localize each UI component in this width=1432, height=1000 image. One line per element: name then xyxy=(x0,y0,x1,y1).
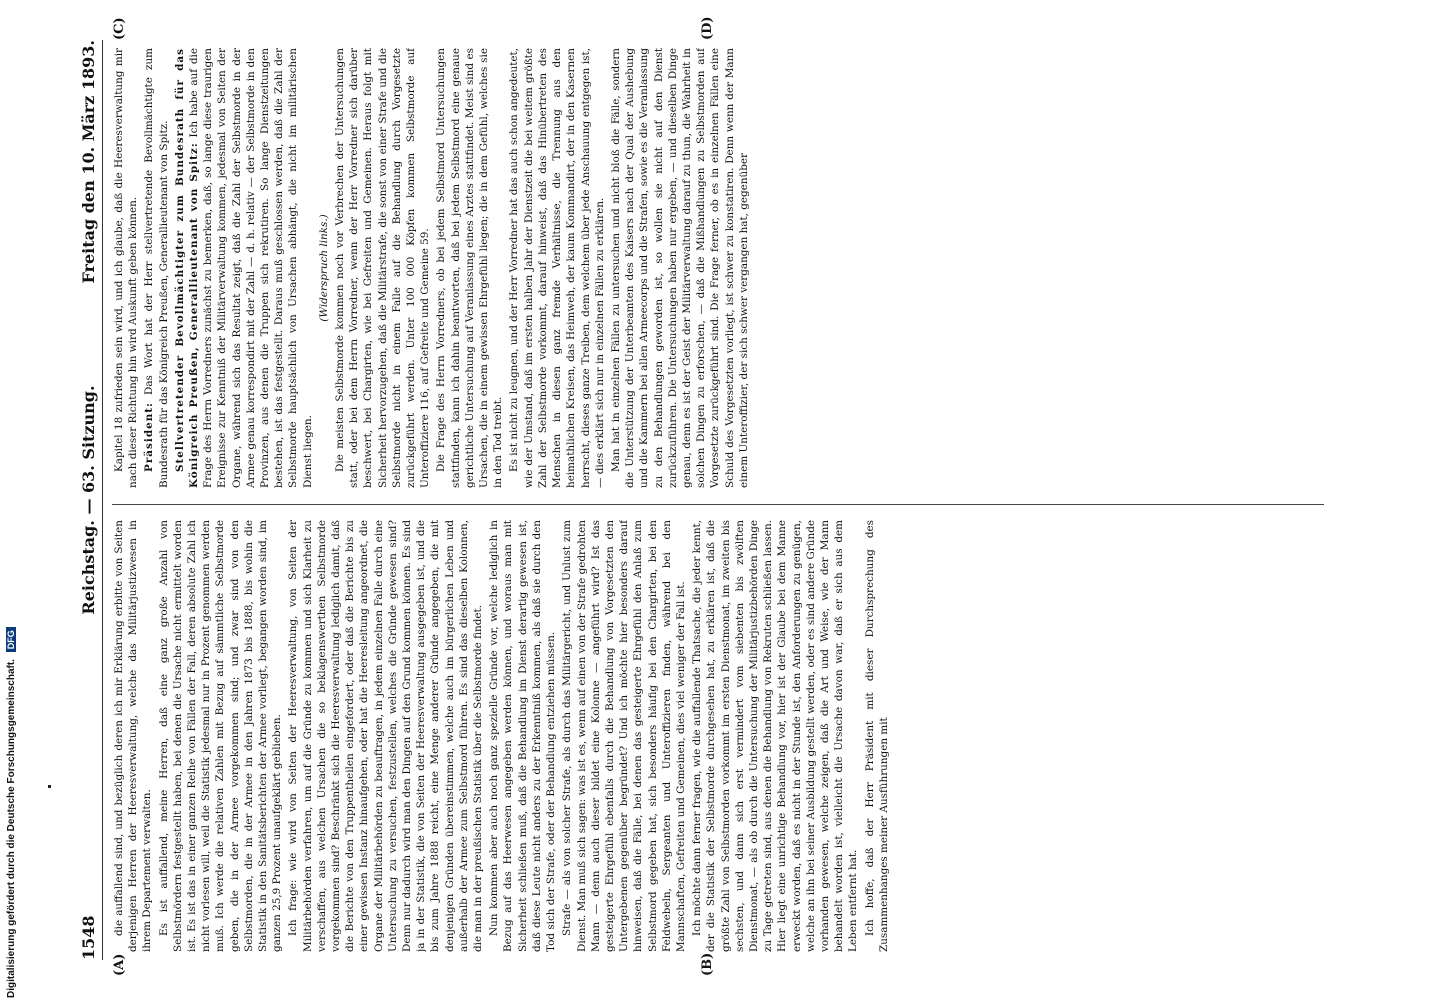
digitization-credit xyxy=(6,627,17,998)
paragraph: Ich hoffe, daß der Herr Präsident mit dieser Durchsprechung des Zusammenhanges meiner Ausführungen mit xyxy=(863,520,890,952)
paragraph: Strafe — als von solcher Strafe, als durch das Militärgericht, und Unlust zum Dienst. Man muß sich sagen: was ist es, wenn auf einen von der Strafe gedrohten Mann — denn auch dieser bildet eine Kolonne — angeführt wird? Ist das gesteigerte Ehrgefühl ebenfalls durch die Behandlung von Vorgesetzten den Untergebenen gegenüber begründet? Und ich möchte hier besonders darauf hinweisen, daß die Fälle, bei denen das gesteigerte Ehrgefühl den Anlaß zum Selbstmord gegeben hat, sich besonders häufig bei den Chargirten, bei den Feldwebeln, Sergeanten und Unteroffizieren finden, während bei den Mannschaften, Gefreiten und Gemeinen, dies viel weniger der Fall ist. xyxy=(561,520,687,952)
paragraph: die auffallend sind, und bezüglich deren ich mir Erklärung erbitte von Seiten derjenigen Herren der Heeresverwaltung, welche das Militärjustizwesen in ihrem Departement verwalten. xyxy=(113,520,154,952)
paragraph: Die meisten Selbstmorde kommen noch vor Verbrechen der Untersuchungen statt, oder bei dem Herrn Vorredner, wenn der Herr Vorredner sich darüber beschwert, bei Chargirten, wie bei Gefreiten und Gemeinen. Heraus folgt mit Sicherheit hervorzugehen, daß die Militärstrafe, die sonst von einer Strafe und die Selbstmorde nicht in einem Falle auf die Behandlung durch Vorgesetzte zurückgeführt werden. Unter 100 000 Köpfen kommen Selbstmorde auf Unteroffiziere 116, auf Gefreite und Gemeine 59. xyxy=(334,48,432,488)
credit-text: Digitalisierung gefördert durch die Deutsche Forschungsgemeinschaft. xyxy=(6,659,17,998)
paragraph: Ich frage: wie wird von Seiten der Heeresverwaltung, von Seiten der Militärbehörden verfahren, um auf die Gründe zu kommen und sich Klarheit zu verschaffen, aus welchen Ursachen die so beklagenswerthen Selbstmorde vorgekommen sind? Beschränkt sich die Heeresverwaltung lediglich damit, daß die Berichte von den Truppentheilen eingefordert, oder daß die Berichte bis zu einer gewissen Instanz hinaufgehen, oder hat die Heeresleitung angeordnet, die Organe der Militärbehörden zu beauftragen, in jedem einzelnen Falle durch eine Untersuchung zu versuchen, festzustellen, welches die Gründe gewesen sind? Denn nur dadurch wird man den Dingen auf den Grund kommen können. Es sind ja in der Statistik, die von Seiten der Heeresverwaltung ausgegeben ist, und die bis zum Jahre 1888 reicht, eine Menge anderer Gründe angegeben, die mit denjenigen Gründen übereinstimmen, welche auch im bürgerlichen Leben und außerhalb der Armee zum Selbstmord führen. Es sind das dieselben Kolonnen, die man in der preußischen Statistik über die Selbstmorde findet. xyxy=(287,520,485,952)
paragraph xyxy=(173,48,315,488)
session-title: Reichstag. — 63. Sitzung. xyxy=(79,385,98,615)
paragraph: Nun kommen aber auch noch ganz spezielle Gründe vor, welche lediglich in Bezug auf das Heerwesen angegeben werden können, und woraus man mit Sicherheit schließen muß, daß die Behandlung im Dienst derartig gewesen ist, daß diese Leute nicht anders zu der Erkenntniß kommen, als daß sie durch den Tod sich der Strafe, oder der Behandlung entziehen müssen. xyxy=(488,520,558,952)
interjection: (Widerspruch links.) xyxy=(317,214,330,322)
page-number: 1548 xyxy=(79,915,98,960)
margin-mark-d: (D) xyxy=(700,16,715,40)
paragraph: Kapitel 18 zufrieden sein wird, und ich glaube, daß die Heeresverwaltung mir nach dieser Richtung hin wird Auskunft geben können. xyxy=(113,48,140,488)
session-date: Freitag den 10. März 1893. xyxy=(79,40,98,284)
paragraph: Es ist auffallend, meine Herren, daß eine ganz große Anzahl von Selbstmördern festgestellt haben, bei denen die Ursache nicht ermittelt worden ist. Es ist das in einer ganzen Reihe von Fällen der Fall, deren absolute Zahl ich nicht vorlesen will, weil die Statistik jedesmal nur in Prozent genommen werden muß. Ich werde die relativen Zahlen mit Bezug auf sämmtliche Selbstmorde geben, die in der Armee vorgekommen sind; und zwar sind von den Selbstmorden, die in der Armee in den Jahren 1873 bis 1888, bis wohin die Statistik in den Sanitätsberichten der Armee vorliegt, begangen worden sind, im ganzen 25,9 Prozent unaufgeklärt geblieben. xyxy=(157,520,284,952)
right-text-column xyxy=(112,48,1324,488)
paragraph: Es ist nicht zu leugnen, und der Herr Vorredner hat das auch schon angedeutet, wie der Umstand, daß im ersten halben Jahr der Dienstzeit die bei weitem größte Zahl der Selbstmorde vorkommt, darauf hinweist, daß das Hinübertreten des Menschen in diesen ganz fremde Verhältnisse, die Trennung aus den heimathlichen Kreisen, das Heimweh, der kaum Kommandirt, der in den Kasernen herrscht, dieses ganze Treiben, dem welchem über jede Anschauung entgegen ist, — dies erklärt sich nur in einzelnen Fällen zu erklären. xyxy=(508,48,606,488)
paragraph xyxy=(142,48,170,488)
column-divider xyxy=(112,504,1324,505)
speech-text: Ich habe auf die Frage des Herrn Vorredners zunächst zu bemerken, daß, so lange diese traurigen Ereignisse zur Kenntniß der Militärverwaltung kommen, jedesmal von Seiten der Organe, während sich das Resultat zeigt, daß die Zahl der Selbstmorde in der Armee genau korrespondirt mit der Zahl — d. h. relativ — der Selbstmorde in den Provinzen, aus denen die Truppen sich rekrutiren. So lange Dienstzeitungen bestehen, ist das festgestellt. Daraus muß geschlossen werden, daß die Zahl der Selbstmorde hauptsächlich von Ursachen abhängt, die nicht im militärischen Dienst liegen. xyxy=(188,48,314,488)
digitization-strip xyxy=(0,0,22,1000)
speaker-name: Stellvertretender Bevollmächtigter zum Bundesrath für das Königreich Preußen, Generallieutenant von Spitz: xyxy=(173,48,201,488)
page-header xyxy=(74,40,103,960)
scan-speck xyxy=(48,785,51,788)
margin-mark-a: (A) xyxy=(112,953,127,976)
left-text-column xyxy=(112,520,1324,952)
speaker-name: Präsident: xyxy=(143,402,156,472)
paragraph: Ich möchte dann ferner fragen, wie die auffallende Thatsache, die jeder kennt, der die Statistik der Selbstmorde durchgesehen hat, zu erklären ist, daß die größte Zahl von Selbstmorden vorkommt im ersten Dienstmonat, im zweiten bis sechsten, und dann sich erst vermindert vom siebenten bis zwölften Dienstmonat, — als ob durch die Untersuchung der Militärjustizbehörden Dinge zu Tage getreten sind, aus denen die Behandlung von Rekruten schließen lassen. Hier liegt eine unrichtige Behandlung vor, hier ist der Glaube bei dem Manne erweckt worden, daß es nicht in der Stunde ist, den Anforderungen zu genügen, welche an ihn bei seiner Ausbildung gestellt werden, oder es sind andere Gründe vorhanden gewesen, welche zeigen, daß die Art und Weise, wie der Mann behandelt worden ist, vielleicht die Ursache davon war, daß er sich aus dem Leben entfernt hat. xyxy=(691,520,860,952)
margin-mark-b: (B) xyxy=(700,952,715,976)
speech-text: Das Wort hat der Herr stellvertretende Bevollmächtigte zum Bundesrath für das Königreich Preußen, Generallieutenant von Spitz. xyxy=(143,48,170,488)
paragraph: Man hat in einzelnen Fällen zu untersuchen und nicht bloß die Fälle, sondern die Unterstützung der Unterbeamten des Kaisers nach der Qual der Aushebung und die Kammern bei allen Armeecorps und die Strafen, sowie es die Veranlassung zu den Behandlungen geworden ist, so wollen sie nicht auf den Dienst zurückzuführen. Die Untersuchungen haben nur ergeben, — und dieselben Dinge genau, denn es ist der Geist der Militärverwaltung darauf zu thun, die Wahrheit in solchen Dingen zu erforschen, — daß die Mißhandlungen zu Selbstmorden auf Vorgesetzte zurückgeführt sind. Die Frage ferner, ob es in einzelnen Fällen eine Schuld des Vorgesetzten vorliegt, ist schwer zu konstatiren. Denn wenn der Mann einem Unteroffizier, der sich schwer vergangen hat, gegenüber xyxy=(609,48,750,488)
paragraph: Die Frage des Herrn Vorredners, ob bei jedem Selbstmord Untersuchungen stattfinden, kann ich dahin beantworten, daß bei jedem Selbstmord eine genaue gerichtliche Untersuchung auf Veranlassung eines Arztes stattfindet. Meist sind es Ursachen, die in einem gewissen Ehrgefühl liegen; die in dem Gefühl, welches sie in den Tod treibt. xyxy=(435,48,505,488)
dfg-logo: DFG xyxy=(6,627,16,652)
margin-mark-c: (C) xyxy=(112,17,127,40)
